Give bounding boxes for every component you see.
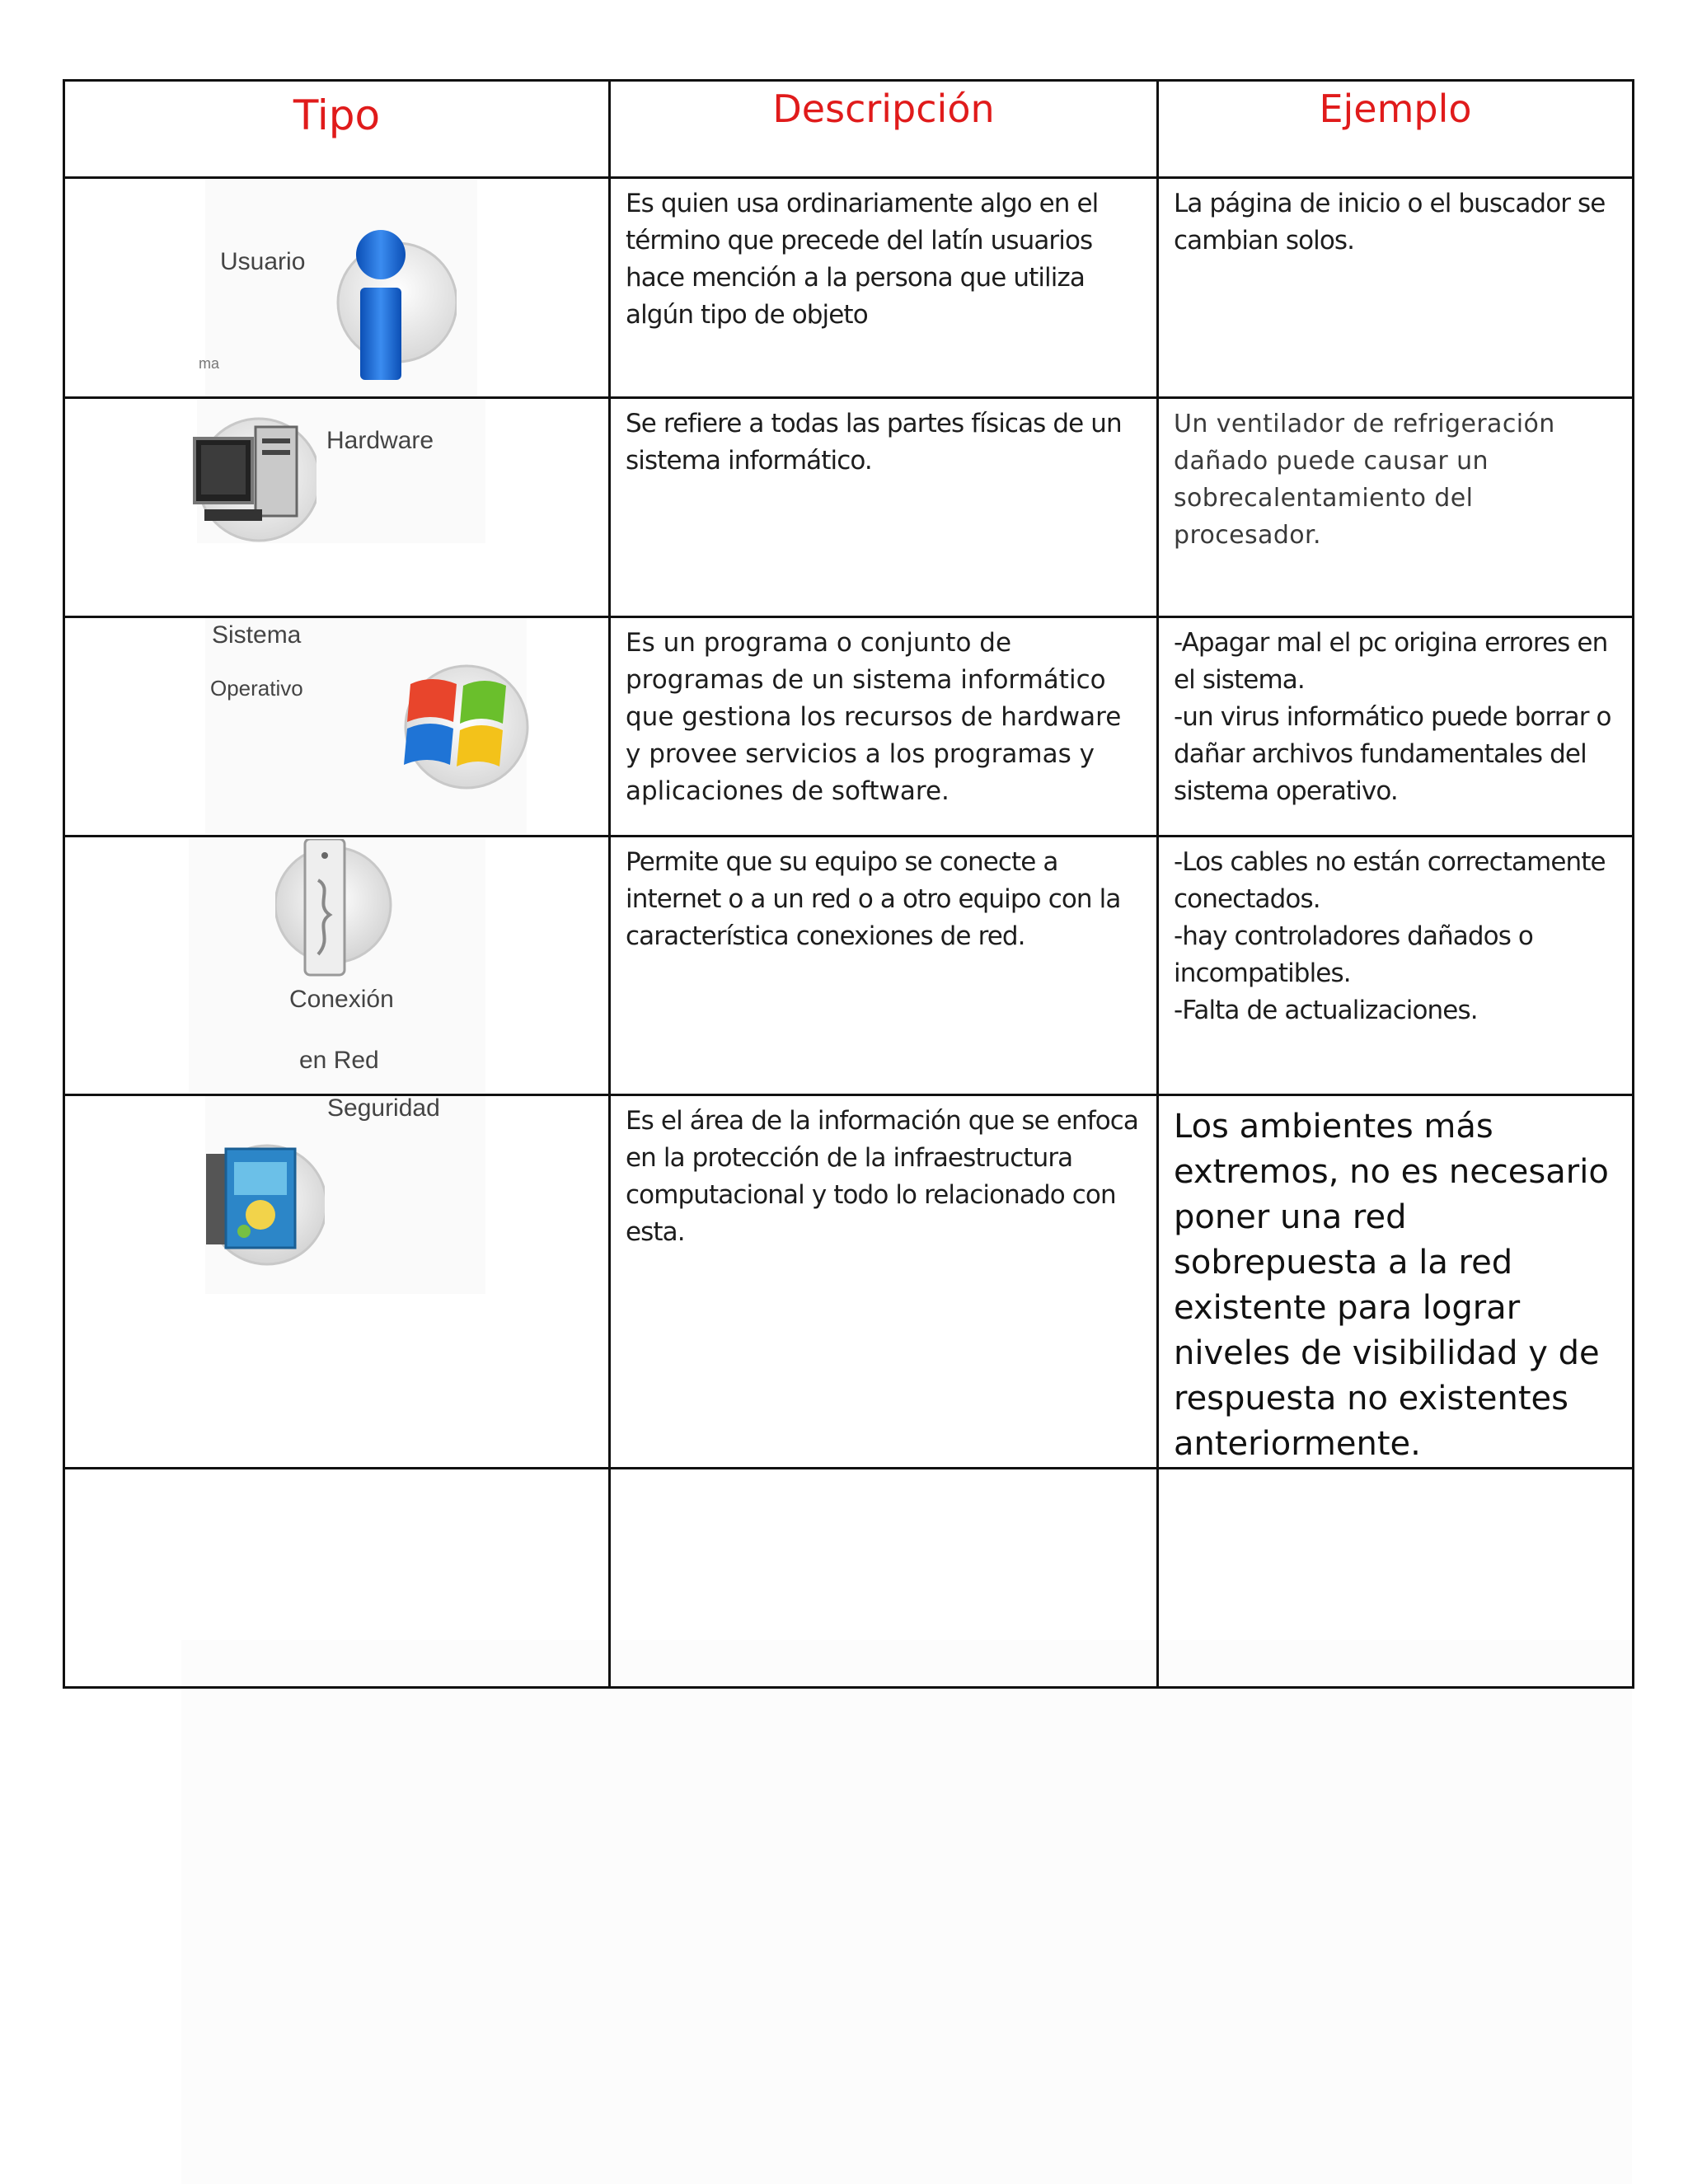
example-text: Los ambientes más extremos, no es necesario poner una red sobrepuesta a la red existente para lograr niveles de visibilidad y de respuesta no existentes anteriormente. [1174,1108,1609,1463]
windows-logo-icon [399,651,531,795]
description-cell [610,1469,1158,1688]
type-cell [64,398,610,617]
type-label-2: en Red [299,1047,379,1074]
table-row [64,1095,1634,1469]
example-text: -Los cables no están correctamente conectados. -hay controladores dañados o incompatibles. -Falta de actualizaciones. [1174,847,1606,1025]
type-cell: Usuario ma [64,178,610,398]
description-text: Se refiere a todas las partes físicas de un sistema informático. [626,409,1122,476]
user-icon [333,220,457,385]
example-cell [1158,398,1634,617]
type-cell [64,617,610,837]
example-cell [1158,178,1634,398]
type-label: Conexión [289,986,394,1013]
example-cell [1158,1469,1634,1688]
table-row [64,617,1634,837]
page-background [181,1640,1632,2184]
description-text: Permite que su equipo se conecte a internet o a un red o a otro equipo con la característica conexiones de red. [626,847,1121,951]
table-row [64,1469,1634,1688]
example-text: -Apagar mal el pc origina errores en el sistema. -un virus informático puede borrar o dañar archivos fundamentales del sistema operativo. [1174,628,1611,806]
table-row [64,837,1634,1095]
type-label: Hardware [326,427,434,454]
type-cell [64,837,610,1095]
table-header-row [64,81,1634,178]
example-cell [1158,837,1634,1095]
header-tipo: Tipo [64,81,610,178]
example-cell [1158,617,1634,837]
header-descripcion: Descripción [610,81,1158,178]
description-cell [610,1095,1158,1469]
type-label: Usuario [220,248,306,275]
type-cell [64,1469,610,1688]
description-text: Es quien usa ordinariamente algo en el término que precede del latín usuarios hace mención a la persona que utiliza algún tipo de objeto [626,189,1099,330]
example-text: La página de inicio o el buscador se cambian solos. [1174,189,1606,255]
description-cell [610,398,1158,617]
network-cable-icon [275,839,399,979]
type-label: Sistema [212,621,302,649]
header-ejemplo: Ejemplo [1158,81,1634,178]
type-label-2: Operativo [210,676,303,701]
example-text: Un ventilador de refrigeración dañado puede causar un sobrecalentamiento del procesador. [1174,410,1555,550]
description-cell [610,837,1158,1095]
type-label: Seguridad [327,1094,440,1122]
description-cell [610,178,1158,398]
example-cell [1158,1095,1634,1469]
description-cell [610,617,1158,837]
description-text: Es el área de la información que se enfoca en la protección de la infraestructura computacional y todo lo relacionado con esta. [626,1106,1139,1247]
table-row [64,178,1634,398]
computer-icon [193,405,316,546]
description-text: Es un programa o conjunto de programas de un sistema informático que gestiona los recursos de hardware y provee servicios a los programas y aplicaciones de software. [626,628,1122,806]
type-cell [64,1095,610,1469]
software-box-icon [201,1129,325,1269]
table-row [64,398,1634,617]
types-table [63,79,1634,1689]
